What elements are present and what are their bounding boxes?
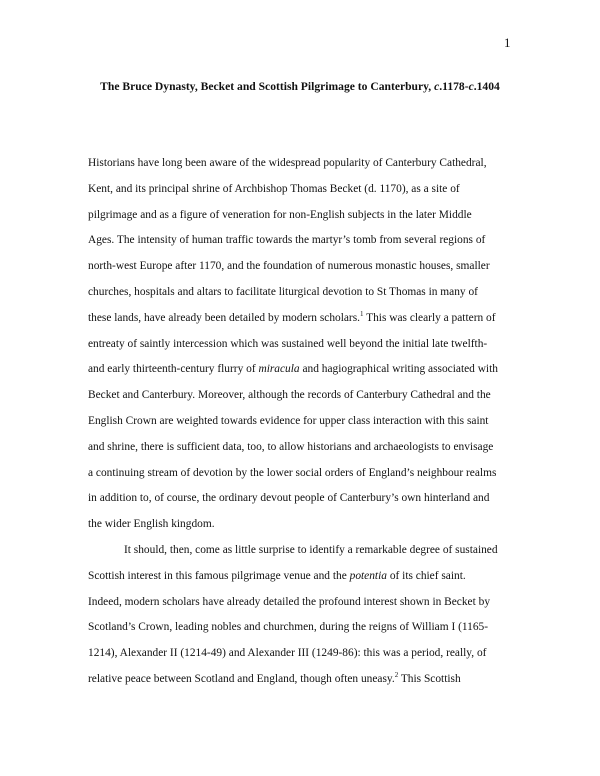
text-line: Kent, and its principal shrine of Archbishop Thomas Becket (d. 1170), as a site of bbox=[88, 182, 460, 195]
line-text: of its chief saint. bbox=[386, 569, 466, 582]
title-main: The Bruce Dynasty, Becket and Scottish Pilgrimage to Canterbury, bbox=[100, 80, 435, 93]
text-line: Becket and Canterbury. Moreover, although the records of Canterbury Cathedral and the bbox=[88, 389, 491, 402]
text-line: 1214), Alexander II (1214-49) and Alexander III (1249-86): this was a period, really, of bbox=[88, 647, 487, 660]
text-line bbox=[88, 564, 520, 590]
text-line: Scotland’s Crown, leading nobles and churchmen, during the reigns of William I (1165- bbox=[88, 621, 489, 634]
page-number: 1 bbox=[504, 35, 511, 50]
text-line bbox=[88, 306, 520, 332]
text-line bbox=[88, 357, 520, 383]
title-circa-start: c bbox=[434, 80, 440, 93]
text-line: Indeed, modern scholars have already detailed the profound interest shown in Becket by bbox=[88, 595, 491, 608]
title-years-mid: .1178- bbox=[439, 80, 469, 93]
text-line: entreaty of saintly intercession which was sustained well beyond the initial late twelfth- bbox=[88, 337, 488, 350]
text-line: a continuing stream of devotion by the lower social orders of England’s neighbour realms bbox=[88, 466, 497, 479]
line-text: these lands, have already been detailed by modern scholars. bbox=[88, 311, 361, 324]
italic-term: potentia bbox=[349, 569, 387, 582]
line-text: and hagiographical writing associated with bbox=[299, 363, 498, 376]
line-text: Scottish interest in this famous pilgrimage venue and the bbox=[88, 569, 350, 582]
text-line bbox=[88, 667, 520, 693]
line-text: and early thirteenth-century flurry of bbox=[88, 363, 259, 376]
text-line: It should, then, come as little surprise to identify a remarkable degree of sustained bbox=[124, 543, 498, 556]
title-years-end: .1404 bbox=[473, 80, 500, 93]
text-line: Ages. The intensity of human traffic towards the martyr’s tomb from several regions of bbox=[88, 234, 486, 247]
text-line: and shrine, there is sufficient data, too, to allow historians and archaeologists to envisage bbox=[88, 440, 494, 453]
footnote-marker-1[interactable]: 1 bbox=[360, 309, 364, 318]
line-text: relative peace between Scotland and England, though often uneasy. bbox=[88, 672, 395, 685]
text-line: Historians have long been aware of the widespread popularity of Canterbury Cathedral, bbox=[88, 157, 487, 169]
line-text: This Scottish bbox=[398, 672, 461, 685]
text-line: English Crown are weighted towards evidence for upper class interaction with this saint bbox=[88, 414, 489, 427]
text-line: in addition to, of course, the ordinary devout people of Canterbury’s own hinterland and bbox=[88, 492, 490, 505]
text-line: north-west Europe after 1170, and the foundation of numerous monastic houses, smaller bbox=[88, 260, 490, 273]
body-text bbox=[88, 151, 520, 693]
paper-title bbox=[0, 80, 600, 93]
title-circa-end: c bbox=[468, 80, 474, 93]
footnote-marker-2[interactable]: 2 bbox=[394, 670, 399, 679]
text-line: churches, hospitals and altars to facilitate liturgical devotion to St Thomas in many of bbox=[88, 285, 478, 298]
italic-term: miracula bbox=[258, 363, 300, 376]
text-line: pilgrimage and as a figure of veneration for non-English subjects in the later Middle bbox=[88, 208, 472, 221]
line-text: This was clearly a pattern of bbox=[363, 311, 496, 324]
text-line: the wider English kingdom. bbox=[88, 518, 215, 531]
